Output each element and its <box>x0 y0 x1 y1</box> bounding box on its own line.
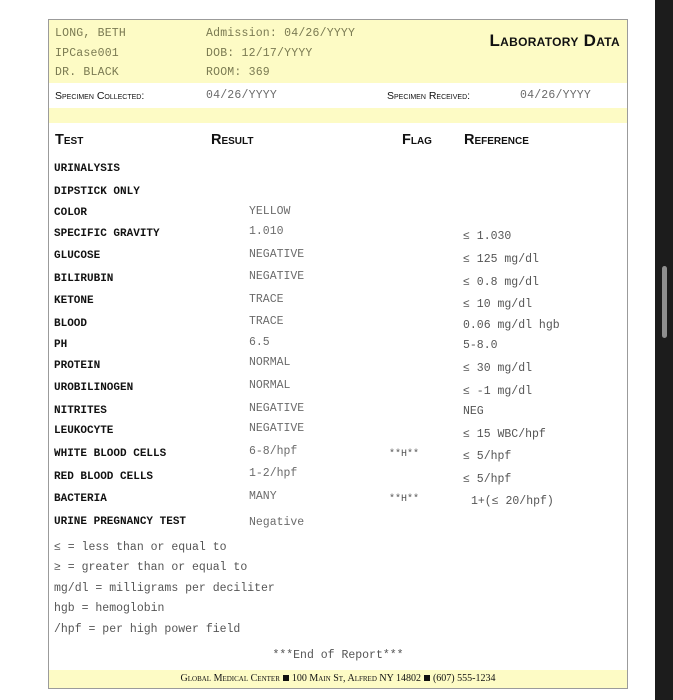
scrollbar-thumb[interactable] <box>662 266 667 338</box>
test-result: YELLOW <box>249 205 291 218</box>
abnormal-flag: **H** <box>389 494 420 505</box>
column-header-test: Test <box>55 132 84 148</box>
legend-line: hgb = hemoglobin <box>54 602 165 615</box>
end-of-report: ***End of Report*** <box>272 649 404 662</box>
specimen-received-label: Specimen Received: <box>387 90 471 102</box>
test-name: BLOOD <box>54 318 88 330</box>
room-number: ROOM: 369 <box>206 66 270 79</box>
reference-range: ≤ 15 WBC/hpf <box>463 428 546 441</box>
legend-line: ≤ = less than or equal to <box>54 541 227 554</box>
test-name: LEUKOCYTE <box>54 425 114 437</box>
test-name: RED BLOOD CELLS <box>54 471 154 483</box>
test-name: URINE PREGNANCY TEST <box>54 516 187 528</box>
reference-range: ≤ 125 mg/dl <box>463 253 539 266</box>
report-footer <box>49 670 627 688</box>
square-bullet-icon <box>283 675 289 681</box>
divider-band <box>49 108 627 123</box>
test-name: PH <box>54 339 68 351</box>
test-result: 1.010 <box>249 225 284 238</box>
reference-range: ≤ -1 mg/dl <box>463 385 533 398</box>
test-result: 6.5 <box>249 336 270 349</box>
reference-range: ≤ 10 mg/dl <box>463 298 533 311</box>
footer-address: 100 Main St, Alfred NY 14802 <box>291 673 421 684</box>
patient-name: LONG, BETH <box>55 27 127 40</box>
doctor-name: DR. BLACK <box>55 66 119 79</box>
test-name: DIPSTICK ONLY <box>54 186 140 198</box>
column-header-reference: Reference <box>464 132 529 148</box>
date-of-birth: DOB: 12/17/YYYY <box>206 47 313 60</box>
test-result: NEGATIVE <box>249 402 305 415</box>
test-result: NORMAL <box>249 356 291 369</box>
test-name: NITRITES <box>54 405 107 417</box>
test-name: PROTEIN <box>54 360 101 372</box>
admission-date: Admission: 04/26/YYYY <box>206 27 356 40</box>
test-result: TRACE <box>249 315 284 328</box>
test-result: MANY <box>249 490 277 503</box>
test-name: URINALYSIS <box>54 163 121 175</box>
reference-range: 1+(≤ 20/hpf) <box>471 495 554 508</box>
square-bullet-icon <box>424 675 430 681</box>
test-name: SPECIFIC GRAVITY <box>54 228 160 240</box>
footer-phone: (607) 555-1234 <box>432 673 496 684</box>
column-header-flag: Flag <box>402 132 432 148</box>
reference-range: ≤ 5/hpf <box>463 473 512 486</box>
specimen-received-date: 04/26/YYYY <box>520 89 592 102</box>
reference-range: ≤ 5/hpf <box>463 450 512 463</box>
column-header-result: Result <box>211 132 254 148</box>
case-id: IPCase001 <box>55 47 119 60</box>
test-name: KETONE <box>54 295 94 307</box>
test-name: WHITE BLOOD CELLS <box>54 448 167 460</box>
legend-line: /hpf = per high power field <box>54 623 241 636</box>
test-name: BACTERIA <box>54 493 107 505</box>
reference-range: ≤ 0.8 mg/dl <box>463 276 539 289</box>
specimen-collected-date: 04/26/YYYY <box>206 89 278 102</box>
reference-range: ≤ 30 mg/dl <box>463 362 533 375</box>
reference-range: 0.06 mg/dl hgb <box>463 319 560 332</box>
test-name: BILIRUBIN <box>54 273 114 285</box>
specimen-collected-label: Specimen Collected: <box>55 90 145 102</box>
reference-range: ≤ 1.030 <box>463 230 512 243</box>
abnormal-flag: **H** <box>389 449 420 460</box>
reference-range: 5-8.0 <box>463 339 498 352</box>
test-name: COLOR <box>54 207 88 219</box>
report-header <box>49 20 627 83</box>
test-result: TRACE <box>249 293 284 306</box>
page-title: Laboratory Data <box>489 31 620 50</box>
lab-report-page <box>48 19 628 689</box>
test-result: NEGATIVE <box>249 248 305 261</box>
footer-org: Global Medical Center <box>180 673 280 684</box>
legend-line: mg/dl = milligrams per deciliter <box>54 582 275 595</box>
test-result: 6-8/hpf <box>249 445 298 458</box>
reference-range: NEG <box>463 405 484 418</box>
specimen-row <box>49 83 627 108</box>
test-result: Negative <box>249 516 305 529</box>
legend-line: ≥ = greater than or equal to <box>54 561 248 574</box>
test-result: NORMAL <box>249 379 291 392</box>
test-name: UROBILINOGEN <box>54 382 134 394</box>
test-result: NEGATIVE <box>249 422 305 435</box>
window-edge <box>655 0 673 700</box>
test-name: GLUCOSE <box>54 250 101 262</box>
test-result: NEGATIVE <box>249 270 305 283</box>
test-result: 1-2/hpf <box>249 467 298 480</box>
